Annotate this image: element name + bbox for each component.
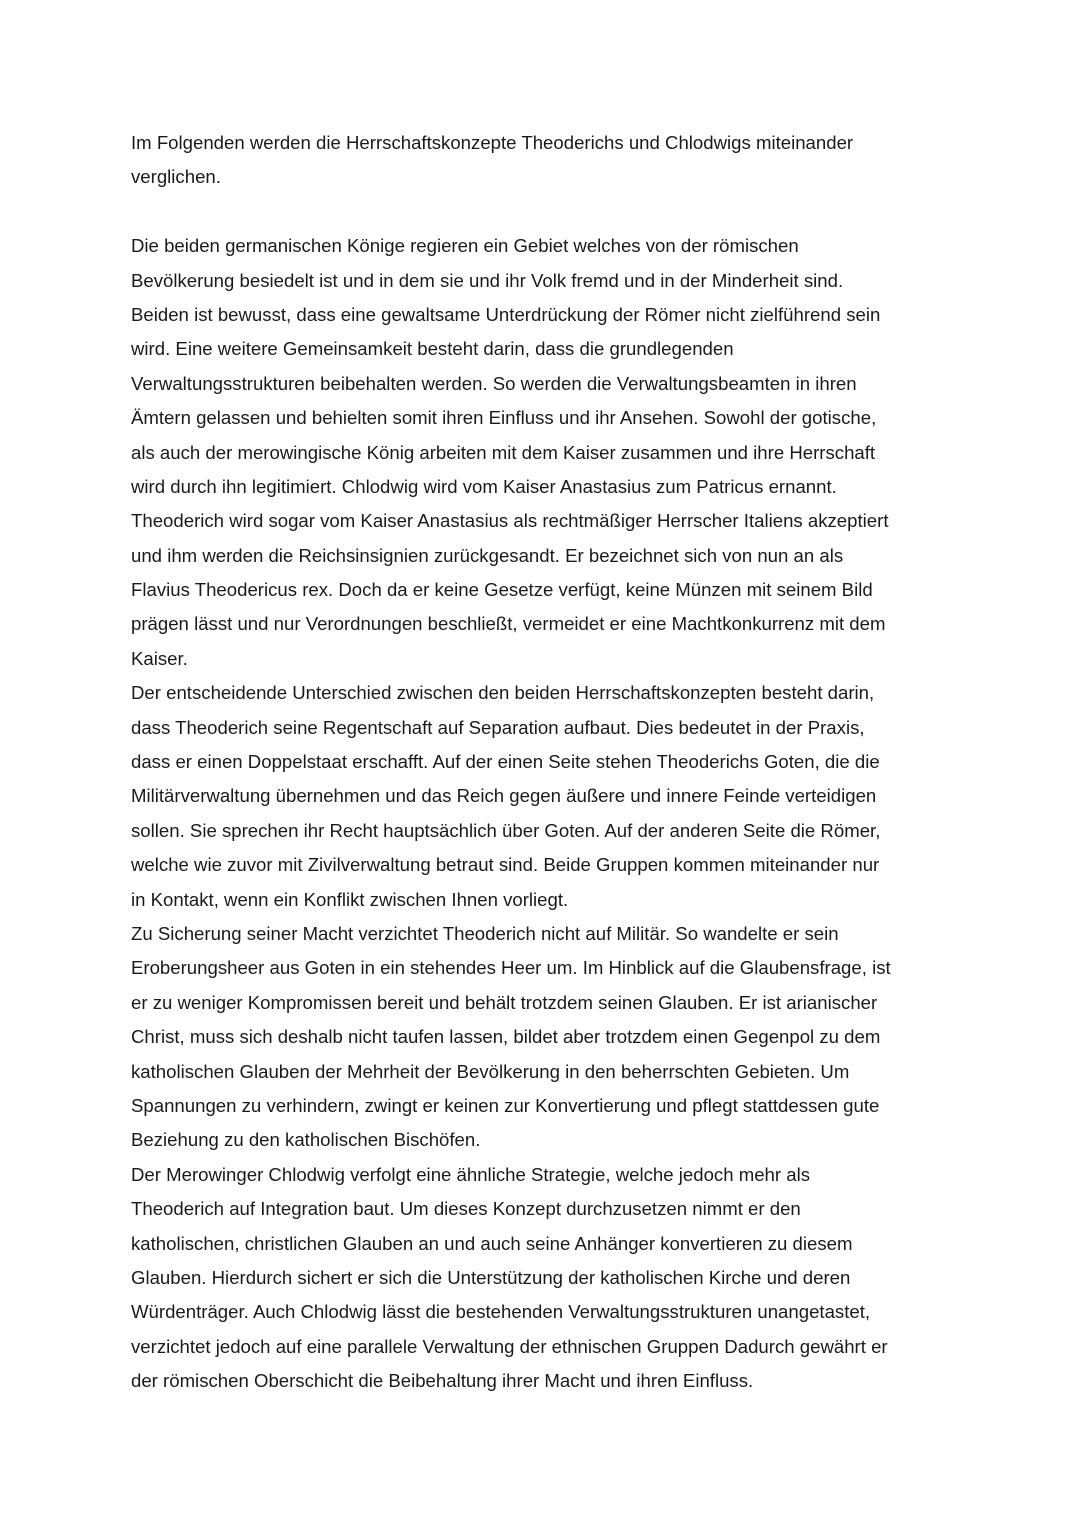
text-line: Beiden ist bewusst, dass eine gewaltsame Unterdrückung der Römer nicht zielführend sein — [131, 303, 881, 325]
text-line: der römischen Oberschicht die Beibehaltung ihrer Macht und ihren Einfluss. — [131, 1370, 754, 1392]
text-line: Die beiden germanischen Könige regieren ein Gebiet welches von der römischen — [131, 235, 799, 257]
text-line: Der Merowinger Chlodwig verfolgt eine ähnliche Strategie, welche jedoch mehr als — [131, 1163, 811, 1185]
text-line: Spannungen zu verhindern, zwingt er keinen zur Konvertierung und pflegt stattdessen gute — [131, 1094, 880, 1116]
text-line: Theoderich wird sogar vom Kaiser Anastasius als rechtmäßiger Herrscher Italiens akzeptiert — [131, 510, 889, 532]
text-line: Beziehung zu den katholischen Bischöfen. — [131, 1129, 481, 1151]
text-line: Bevölkerung besiedelt ist und in dem sie und ihr Volk fremd und in der Minderheit sind. — [131, 269, 844, 291]
text-line: Christ, muss sich deshalb nicht taufen lassen, bildet aber trotzdem einen Gegenpol zu dem — [131, 1026, 881, 1048]
chlodwig-paragraph — [131, 1158, 953, 1399]
text-line: Der entscheidende Unterschied zwischen den beiden Herrschaftskonzepten besteht darin, — [131, 682, 875, 704]
text-line: wird. Eine weitere Gemeinsamkeit besteht darin, dass die grundlegenden — [131, 338, 734, 360]
text-line: er zu weniger Kompromissen bereit und behält trotzdem seinen Glauben. Er ist arianischer — [131, 991, 878, 1013]
text-line: verzichtet jedoch auf eine parallele Verwaltung der ethnischen Gruppen Dadurch gewährt er — [131, 1335, 888, 1357]
text-line: katholischen, christlichen Glauben an und auch seine Anhänger konvertieren zu diesem — [131, 1232, 853, 1254]
text-line: welche wie zuvor mit Zivilverwaltung betraut sind. Beide Gruppen kommen miteinander nur — [131, 854, 880, 876]
text-line: Ämtern gelassen und behielten somit ihren Einfluss und ihr Ansehen. Sowohl der gotische, — [131, 407, 877, 429]
text-line: Verwaltungsstrukturen beibehalten werden. So werden die Verwaltungsbeamten in ihren — [131, 372, 857, 394]
intro-paragraph — [131, 126, 953, 195]
text-line: in Kontakt, wenn ein Konflikt zwischen Ihnen vorliegt. — [131, 888, 569, 910]
text-line: Theoderich auf Integration baut. Um dieses Konzept durchzusetzen nimmt er den — [131, 1198, 801, 1220]
text-line: wird durch ihn legitimiert. Chlodwig wird vom Kaiser Anastasius zum Patricus ernannt. — [131, 475, 837, 497]
text-line: Im Folgenden werden die Herrschaftskonzepte Theoderichs und Chlodwigs miteinander — [131, 132, 854, 153]
text-line: als auch der merowingische König arbeiten mit dem Kaiser zusammen und ihre Herrschaft — [131, 441, 876, 463]
paragraph-gap — [131, 195, 953, 229]
text-line: verglichen. — [131, 166, 221, 188]
text-line: dass Theoderich seine Regentschaft auf Separation aufbaut. Dies bedeutet in der Praxis, — [131, 716, 865, 738]
text-line: Glauben. Hierdurch sichert er sich die Unterstützung der katholischen Kirche und deren — [131, 1266, 851, 1288]
text-line: katholischen Glauben der Mehrheit der Bevölkerung in den beherrschten Gebieten. Um — [131, 1060, 850, 1082]
text-line: Flavius Theodericus rex. Doch da er keine Gesetze verfügt, keine Münzen mit seinem Bild — [131, 579, 873, 601]
text-line: Würdenträger. Auch Chlodwig lässt die bestehenden Verwaltungsstrukturen unangetastet, — [131, 1301, 871, 1323]
text-line: dass er einen Doppelstaat erschafft. Auf der einen Seite stehen Theoderichs Goten, die die — [131, 751, 880, 773]
similarities-paragraph — [131, 229, 953, 676]
text-line: und ihm werden die Reichsinsignien zurückgesandt. Er bezeichnet sich von nun an als — [131, 544, 844, 566]
text-line: Militärverwaltung übernehmen und das Reich gegen äußere und innere Feinde verteidigen — [131, 785, 877, 807]
document-page — [131, 126, 953, 1398]
text-line: Kaiser. — [131, 647, 188, 669]
text-line: sollen. Sie sprechen ihr Recht hauptsächlich über Goten. Auf der anderen Seite die Römer, — [131, 819, 881, 841]
text-line: Eroberungsheer aus Goten in ein stehendes Heer um. Im Hinblick auf die Glaubensfrage, ist — [131, 957, 891, 979]
theoderich-paragraph — [131, 917, 953, 1158]
text-line: prägen lässt und nur Verordnungen beschließt, vermeidet er eine Machtkonkurrenz mit dem — [131, 613, 886, 635]
difference-paragraph — [131, 676, 953, 917]
text-line: Zu Sicherung seiner Macht verzichtet Theoderich nicht auf Militär. So wandelte er sein — [131, 922, 839, 944]
